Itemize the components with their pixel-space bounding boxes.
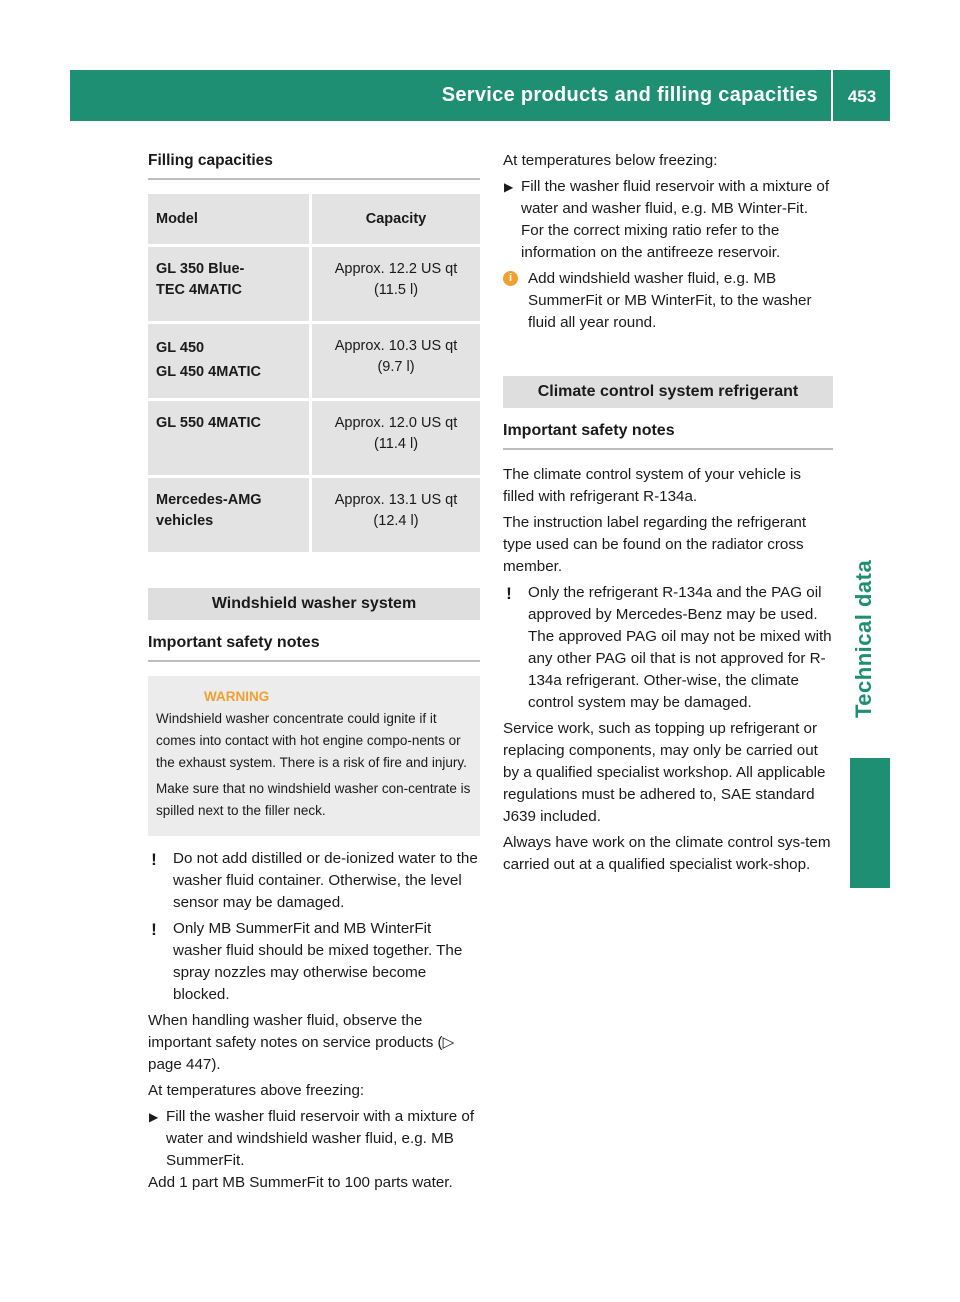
paragraph: Always have work on the climate control sys-tem carried out at a qualified specialist work-shop. xyxy=(503,834,831,873)
safety-notes-heading: Important safety notes xyxy=(148,632,480,662)
warning-text: Make sure that no windshield washer con-centrate is spilled next to the filler neck. xyxy=(156,781,471,818)
paragraph: Service work, such as topping up refrigerant or replacing components, may only be carried out by a qualified specialist workshop. All applicable regulations must be adhered to, SAE standard J639 included. xyxy=(503,720,826,825)
table-row xyxy=(148,244,480,321)
step-text: Fill the washer fluid reservoir with a mixture of water and washer fluid, e.g. MB Winter-Fit. xyxy=(521,178,830,217)
capacity-cell: Approx. 13.1 US qt (12.4 l) xyxy=(312,475,480,552)
capacity-cell: Approx. 10.3 US qt (9.7 l) xyxy=(312,321,480,398)
info-text: Add windshield washer fluid, e.g. MB SummerFit or MB WinterFit, to the washer fluid all year round. xyxy=(528,270,812,331)
step-subtext: For the correct mixing ratio refer to the information on the antifreeze reservoir. xyxy=(521,222,781,261)
header-separator xyxy=(831,70,833,121)
exclamation-icon: ! xyxy=(506,584,512,603)
col-model-header: Model xyxy=(148,194,312,244)
arrow-right-icon: ▶ xyxy=(504,180,514,194)
paragraph: When handling washer fluid, observe the important safety notes on service products (▷ page 447). xyxy=(148,1012,455,1073)
note-text: Only the refrigerant R-134a and the PAG oil approved by Mercedes-Benz may be used. The approved PAG oil may not be mixed with any other PAG oil that is not approved for R-134a refrigerant. Other-wise, the climate control system may be damaged. xyxy=(528,584,832,711)
side-tab-label: Technical data xyxy=(851,559,876,718)
table-row xyxy=(148,321,480,398)
warning-text: Windshield washer concentrate could ignite if it comes into contact with hot engine compo-nents or the exhaust system. There is a risk of fire and injury. xyxy=(156,711,467,770)
exclamation-icon: ! xyxy=(151,920,157,939)
paragraph: At temperatures below freezing: xyxy=(503,152,718,169)
table-row xyxy=(148,475,480,552)
caution-note xyxy=(503,582,833,714)
capacity-cell: Approx. 12.2 US qt (11.5 l) xyxy=(312,244,480,321)
capacity-cell: Approx. 12.0 US qt (11.4 l) xyxy=(312,398,480,475)
info-note xyxy=(503,268,833,334)
table-header-row xyxy=(148,194,480,244)
exclamation-icon: ! xyxy=(151,850,157,869)
header-title: Service products and filling capacities xyxy=(441,84,818,106)
paragraph: Add 1 part MB SummerFit to 100 parts water. xyxy=(148,1174,453,1191)
filling-capacities-heading: Filling capacities xyxy=(148,150,480,180)
warning-box xyxy=(148,676,480,836)
page-header xyxy=(70,70,890,121)
caution-note xyxy=(148,848,480,914)
paragraph: At temperatures above freezing: xyxy=(148,1082,365,1099)
note-text: Do not add distilled or de-ionized water to the washer fluid container. Otherwise, the level sensor may be damaged. xyxy=(173,850,478,911)
caution-note xyxy=(148,918,480,1006)
model-cell: GL 550 4MATIC xyxy=(148,398,312,475)
washer-section-heading: Windshield washer system xyxy=(148,588,480,620)
left-column xyxy=(148,150,480,1198)
model-cell: GL 450 GL 450 4MATIC xyxy=(148,321,312,398)
note-text: Only MB SummerFit and MB WinterFit washer fluid should be mixed together. The spray nozzles may otherwise become blocked. xyxy=(173,920,463,1003)
right-column xyxy=(503,150,833,880)
table-row xyxy=(148,398,480,475)
side-tab-marker xyxy=(850,758,890,888)
safety-notes-heading: Important safety notes xyxy=(503,420,833,450)
climate-section-heading: Climate control system refrigerant xyxy=(503,376,833,408)
page-number: 453 xyxy=(847,87,877,106)
paragraph: The instruction label regarding the refrigerant type used can be found on the radiator cross member. xyxy=(503,514,807,575)
warning-title: WARNING xyxy=(204,689,270,704)
model-cell: GL 350 Blue- TEC 4MATIC xyxy=(148,244,312,321)
model-cell: Mercedes-AMG vehicles xyxy=(148,475,312,552)
info-icon: i xyxy=(503,271,518,286)
capacity-table xyxy=(148,194,480,552)
paragraph: The climate control system of your vehicle is filled with refrigerant R-134a. xyxy=(503,466,801,505)
step-item xyxy=(148,1106,480,1172)
step-item xyxy=(503,176,833,220)
step-text: Fill the washer fluid reservoir with a mixture of water and windshield washer fluid, e.g. MB SummerFit. xyxy=(166,1108,475,1169)
col-capacity-header: Capacity xyxy=(312,194,480,244)
arrow-right-icon: ▶ xyxy=(149,1110,159,1124)
